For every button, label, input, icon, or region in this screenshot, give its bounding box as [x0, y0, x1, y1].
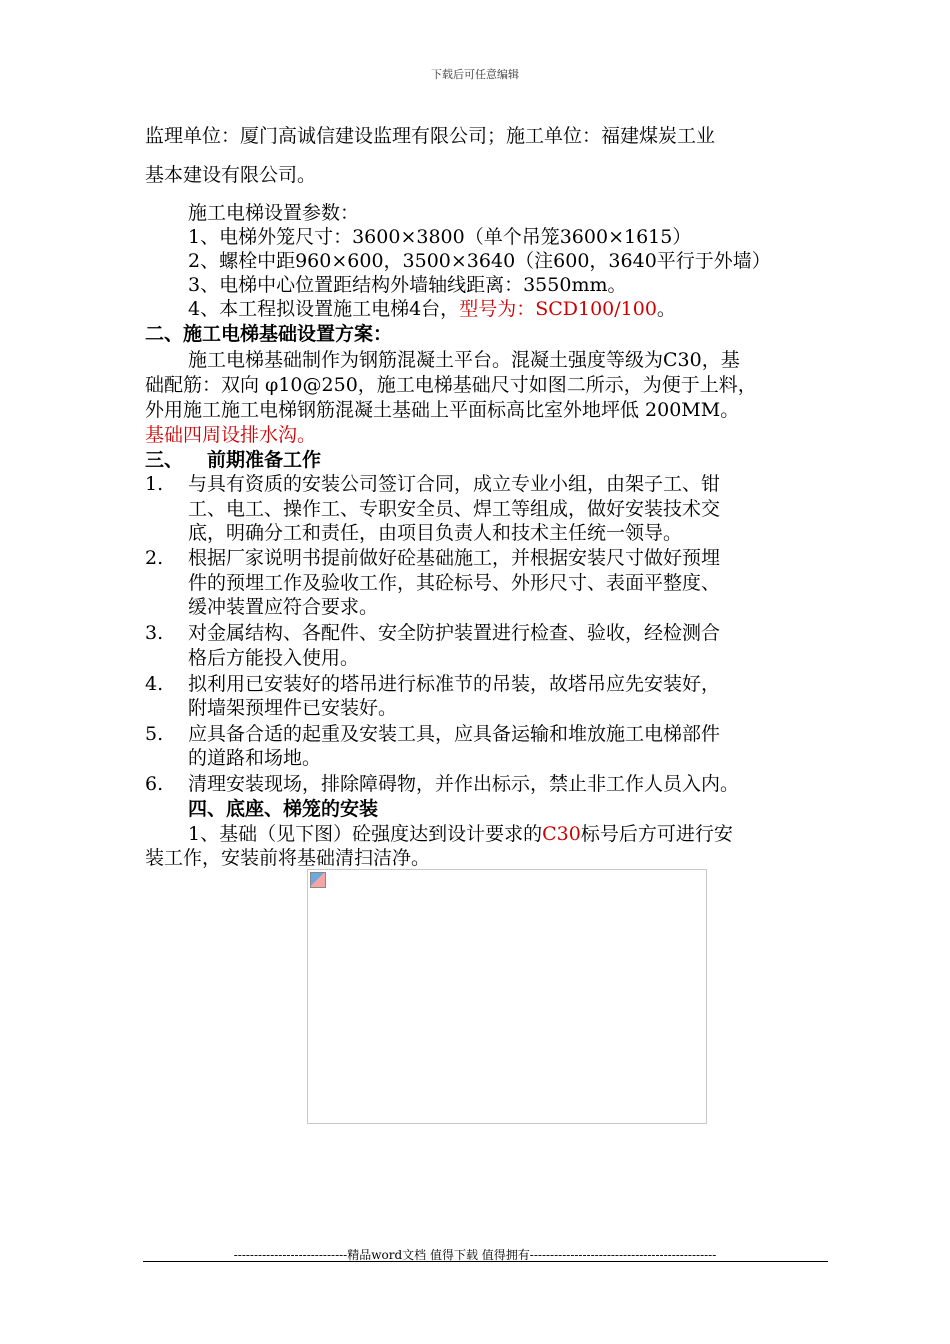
list-item-number: 2. — [145, 547, 164, 569]
section-4-line-2: 装工作，安装前将基础清扫洁净。 — [145, 847, 431, 869]
list-item-line: 对金属结构、各配件、安全防护装置进行检查、验收，经检测合 — [188, 622, 721, 644]
section-4-line-1-prefix: 1、基础（见下图）砼强度达到设计要求的 — [188, 823, 543, 845]
list-item-line: 工、电工、操作工、专职安全员、焊工等组成，做好安装技术交 — [188, 498, 721, 520]
foundation-figure — [307, 869, 707, 1124]
section-4-heading: 四、底座、梯笼的安装 — [188, 798, 379, 820]
section-2-heading: 二、施工电梯基础设置方案： — [145, 323, 393, 345]
section-2-line-3: 外用施工施工电梯钢筋混凝土基础上平面标高比室外地坪低 200MM。 — [145, 399, 740, 421]
section-3-heading-text: 前期准备工作 — [207, 449, 322, 471]
section-4-line-1 — [188, 822, 733, 846]
params-item-2: 2、螺栓中距960×600，3500×3640（注600，3640平行于外墙） — [188, 250, 771, 272]
list-item-line: 附墙架预埋件已安装好。 — [188, 697, 398, 719]
list-item-line: 清理安装现场，排除障碍物，并作出标示，禁止非工作人员入内。 — [188, 773, 740, 795]
section-2-line-2: 础配筋：双向 φ10@250，施工电梯基础尺寸如图二所示，为便于上料， — [145, 374, 757, 396]
params-item-1: 1、电梯外笼尺寸：3600×3800（单个吊笼3600×1615） — [188, 226, 692, 248]
section-4-line-1-grade: C30 — [542, 823, 581, 845]
params-item-4 — [188, 297, 676, 321]
list-item-line: 拟利用已安装好的塔吊进行标准节的吊装，故塔吊应先安装好， — [188, 673, 721, 695]
intro-line-2: 基本建设有限公司。 — [145, 164, 317, 186]
section-4-line-1-suffix: 标号后方可进行安 — [580, 823, 733, 845]
list-item-line: 缓冲装置应符合要求。 — [188, 596, 379, 618]
page-footer: ----------------------------精品word文档 值得下载 值得拥有---------------------------------------------- — [233, 1248, 717, 1262]
list-item-number: 4. — [145, 673, 164, 695]
section-3-heading — [145, 448, 321, 472]
list-item-line: 格后方能投入使用。 — [188, 647, 360, 669]
list-item-number: 5. — [145, 723, 164, 745]
footer-rule — [143, 1261, 828, 1262]
list-item-line: 的道路和场地。 — [188, 747, 322, 769]
list-item-line: 应具备合适的起重及安装工具，应具备运输和堆放施工电梯部件 — [188, 723, 721, 745]
section-3-heading-num: 三、 — [145, 449, 184, 471]
intro-line-1: 监理单位：厦门高诚信建设监理有限公司；施工单位：福建煤炭工业 — [145, 125, 716, 147]
page-header: 下载后可任意编辑 — [431, 68, 519, 81]
list-item-line: 件的预埋工作及验收工作，其砼标号、外形尺寸、表面平整度、 — [188, 572, 721, 594]
section-2-line-4: 基础四周设排水沟。 — [145, 424, 317, 446]
list-item-line: 与具有资质的安装公司签订合同，成立专业小组，由架子工、钳 — [188, 473, 721, 495]
params-item-4-model: 型号为：SCD100/100 — [459, 298, 657, 320]
params-item-4-prefix: 4、本工程拟设置施工电梯4台， — [188, 298, 460, 320]
section-2-line-1: 施工电梯基础制作为钢筋混凝土平台。混凝土强度等级为C30，基 — [188, 349, 740, 371]
params-item-3: 3、电梯中心位置距结构外墙轴线距离：3550mm。 — [188, 274, 627, 296]
list-item-number: 1. — [145, 473, 164, 495]
params-title: 施工电梯设置参数： — [188, 202, 360, 224]
broken-image-icon — [310, 872, 326, 888]
list-item-line: 底，明确分工和责任，由项目负责人和技术主任统一领导。 — [188, 522, 683, 544]
list-item-number: 3. — [145, 622, 164, 644]
list-item-number: 6. — [145, 773, 164, 795]
params-item-4-suffix: 。 — [656, 298, 676, 320]
list-item-line: 根据厂家说明书提前做好砼基础施工，并根据安装尺寸做好预埋 — [188, 547, 721, 569]
